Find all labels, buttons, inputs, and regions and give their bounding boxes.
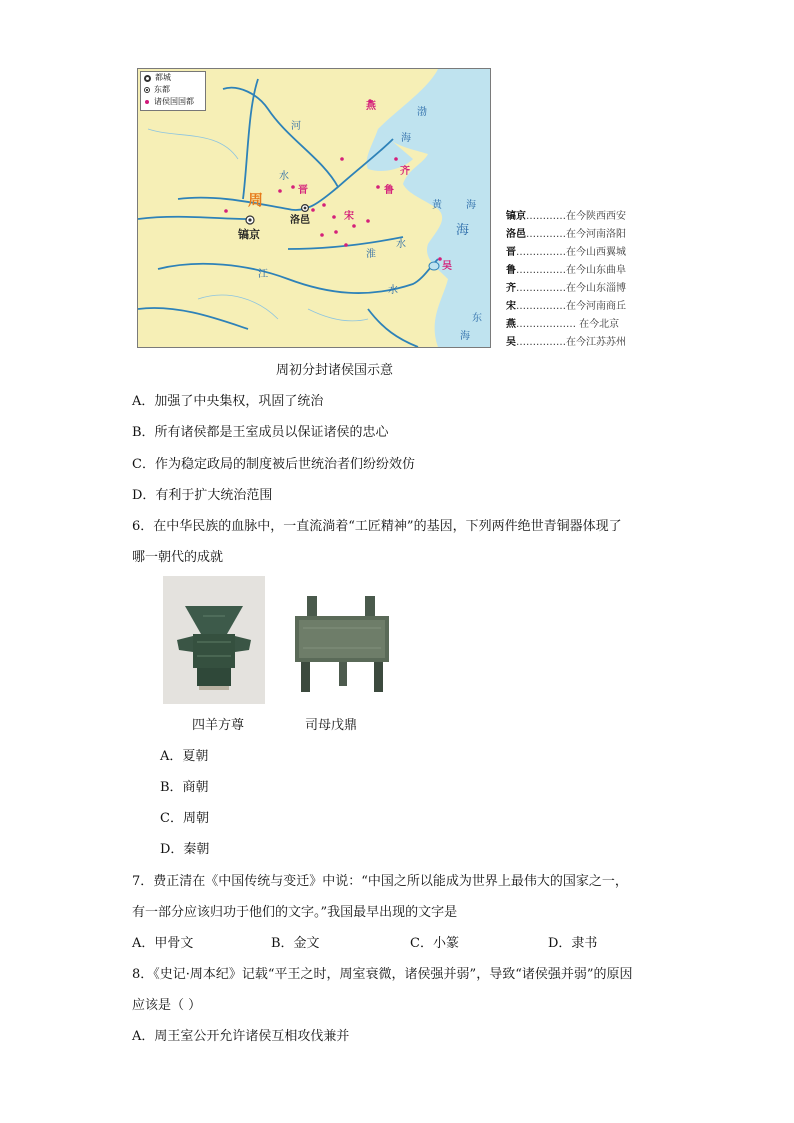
capital-location-key xyxy=(506,208,626,352)
capital-symbol-icon xyxy=(144,75,151,82)
key-row: 晋……………在今山西翼城 xyxy=(506,247,626,258)
q6-option-d: D．秦朝 xyxy=(160,842,210,857)
key-row: 齐……………在今山东淄博 xyxy=(506,283,626,294)
q5-option-c: C．作为稳定政局的制度被后世统治者们纷纷效仿 xyxy=(132,457,415,472)
q8-stem-line1: 8．《史记·周本纪》记载“平王之时，周室衰微，诸侯强并弱”，导致“诸侯强并弱”的原因 xyxy=(132,967,633,982)
label-wu: 吴 xyxy=(442,261,452,272)
label-song: 宋 xyxy=(344,211,354,222)
q5-option-b: B．所有诸侯都是王室成员以保证诸侯的忠心 xyxy=(132,425,389,440)
vassal-capital-symbol-icon xyxy=(145,100,149,104)
label-dong: 东 xyxy=(472,313,482,324)
four-goat-square-zun-image xyxy=(163,576,265,704)
label-zhou: 周 xyxy=(248,191,264,209)
label-shui: 水 xyxy=(279,171,289,182)
q7-option-d: D．隶书 xyxy=(548,936,598,951)
label-qi: 齐 xyxy=(400,166,410,177)
q8-stem-line2: 应该是（ ） xyxy=(132,998,202,1013)
label-hai-1: 海 xyxy=(401,133,411,144)
label-bo: 渤 xyxy=(417,107,427,118)
label-shui-3: 水 xyxy=(388,285,398,296)
legend-east-capital: 东都 xyxy=(141,84,205,96)
image2-caption: 司母戊鼎 xyxy=(305,718,358,733)
q6-stem-line2: 哪一朝代的成就 xyxy=(132,550,224,565)
q7-stem-line1: 7．费正清在《中国传统与变迁》中说：“中国之所以能成为世界上最伟大的国家之一， xyxy=(132,874,628,889)
q7-option-c: C．小篆 xyxy=(410,936,459,951)
label-lu: 鲁 xyxy=(384,185,394,196)
key-row: 洛邑…………在今河南洛阳 xyxy=(506,229,626,240)
map-caption: 周初分封诸侯国示意 xyxy=(276,363,394,378)
q6-stem-line1: 6．在中华民族的血脉中，一直流淌着“工匠精神”的基因，下列两件绝世青铜器体现了 xyxy=(132,519,622,534)
q5-option-a: A．加强了中央集权，巩固了统治 xyxy=(132,394,324,409)
q6-option-b: B．商朝 xyxy=(160,780,209,795)
key-row: 吴……………在今江苏苏州 xyxy=(506,337,626,348)
q7-option-b: B．金文 xyxy=(271,936,320,951)
simuwu-ding-image xyxy=(283,588,403,702)
image1-caption: 四羊方尊 xyxy=(192,718,245,733)
label-jin: 晋 xyxy=(298,185,308,196)
map-legend xyxy=(140,71,206,111)
q7-option-a: A．甲骨文 xyxy=(132,936,194,951)
q6-option-c: C．周朝 xyxy=(160,811,209,826)
label-he: 河 xyxy=(291,121,301,132)
east-capital-symbol-icon xyxy=(144,87,150,93)
label-haojing: 镐京 xyxy=(238,228,260,241)
q6-option-a: A．夏朝 xyxy=(160,749,209,764)
key-row: 燕……………… 在今北京 xyxy=(506,319,620,330)
label-jiang: 江 xyxy=(258,269,268,280)
legend-vassal-capital: 诸侯国国都 xyxy=(141,96,205,108)
key-row: 宋……………在今河南商丘 xyxy=(506,301,626,312)
label-hai-2: 海 xyxy=(466,200,476,211)
q8-option-a: A．周王室公开允许诸侯互相攻伐兼并 xyxy=(132,1029,350,1044)
label-yan: 燕 xyxy=(366,101,376,112)
key-row: 镐京…………在今陕西西安 xyxy=(506,211,626,222)
q5-option-d: D．有利于扩大统治范围 xyxy=(132,488,273,503)
label-huai: 淮 xyxy=(366,249,376,260)
key-row: 鲁……………在今山东曲阜 xyxy=(506,265,626,276)
label-hai-4: 海 xyxy=(460,331,470,342)
label-shui-2: 水 xyxy=(396,239,406,250)
label-huang: 黄 xyxy=(432,200,442,211)
legend-capital: 都城 xyxy=(141,72,205,84)
label-luoyi: 洛邑 xyxy=(290,215,310,226)
zhou-enfeoffment-map xyxy=(137,68,491,348)
label-hai-3: 海 xyxy=(456,223,470,238)
q7-stem-line2: 有一部分应该归功于他们的文字。”我国最早出现的文字是 xyxy=(132,905,458,920)
